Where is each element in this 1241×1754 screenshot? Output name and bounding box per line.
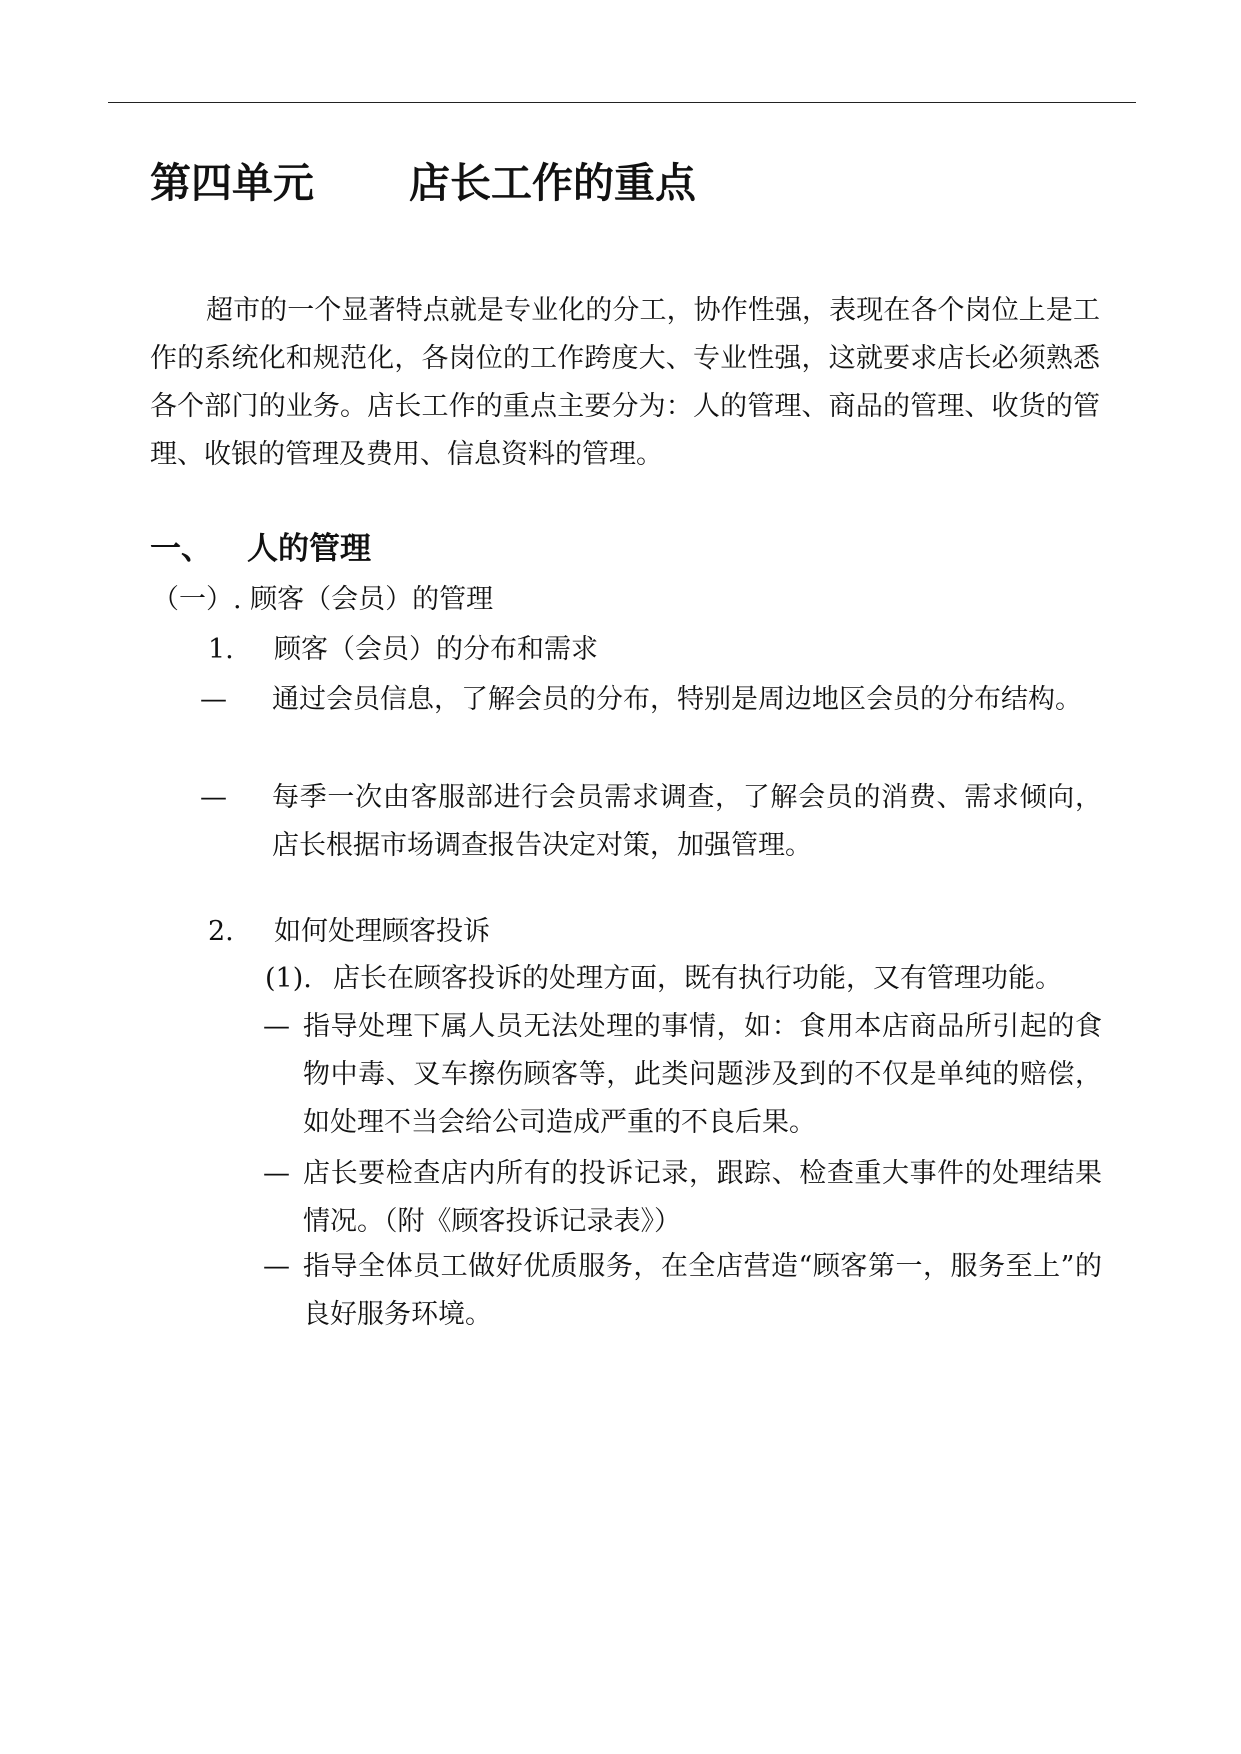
bullet-item [263,1243,1102,1339]
bullet-text: 指导处理下属人员无法处理的事情，如：食用本店商品所引起的食物中毒、叉车擦伤顾客等，此类问题涉及到的不仅是单纯的赔偿，如处理不当会给公司造成严重的不良后果。 [303,1011,1102,1138]
list-item-number: 2. [208,916,234,947]
dash-marker: — [263,1251,290,1282]
section-number: 一、 [150,531,212,567]
dash-marker: — [263,1158,290,1189]
dash-marker: — [200,684,227,715]
section-title: 人的管理 [247,531,371,567]
bullet-item [263,1003,1102,1147]
title-unit: 第四单元 [150,159,314,207]
section-heading [150,523,371,575]
bullet-text: 店长要检查店内所有的投诉记录，跟踪、检查重大事件的处理结果情况。（附《顾客投诉记录表》） [303,1158,1102,1237]
title-text: 店长工作的重点 [409,159,696,207]
list-item-2 [208,912,490,952]
dash-marker: — [263,1011,290,1042]
intro-paragraph: 超市的一个显著特点就是专业化的分工，协作性强，表现在各个岗位上是工作的系统化和规范化，各岗位的工作跨度大、专业性强，这就要求店长必须熟悉各个部门的业务。店长工作的重点主要分为：人的管理、商品的管理、收货的管理、收银的管理及费用、信息资料的管理。 [150,295,1100,470]
point-number: (1). [265,963,312,994]
list-item-text: 顾客（会员）的分布和需求 [274,634,598,665]
list-item-1 [208,630,598,670]
bullet-text: 通过会员信息，了解会员的分布，特别是周边地区会员的分布结构。 [272,684,1082,715]
list-item-number: 1. [208,634,234,665]
bullet-item [200,676,1102,724]
dash-marker: — [200,782,227,813]
list-item-text: 如何处理顾客投诉 [274,916,490,947]
bullet-text: 指导全体员工做好优质服务，在全店营造“顾客第一，服务至上”的良好服务环境。 [303,1251,1102,1330]
numbered-point [265,955,1062,1003]
subsection-heading: （一）. 顾客（会员）的管理 [152,584,494,615]
bullet-item [263,1150,1102,1246]
point-text: 店长在顾客投诉的处理方面，既有执行功能，又有管理功能。 [333,963,1062,994]
page-title [150,150,696,216]
bullet-item [200,774,1102,870]
header-rule [108,102,1136,103]
bullet-text: 每季一次由客服部进行会员需求调查，了解会员的消费、需求倾向，店长根据市场调查报告决定对策，加强管理。 [272,782,1102,861]
